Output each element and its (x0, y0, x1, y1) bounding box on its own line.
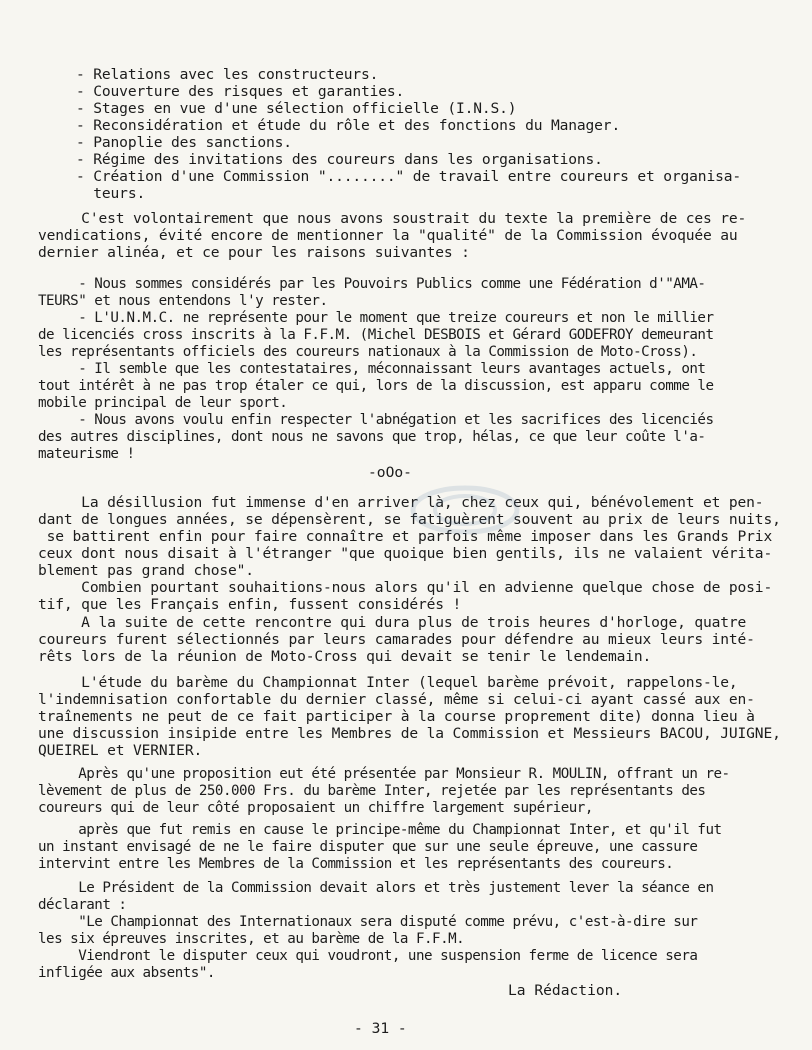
text-line: blement pas grand chose". (38, 562, 254, 579)
text-line: après que fut remis en cause le principe-même du Championnat Inter, et qu'il fut (38, 822, 722, 838)
text-line: les représentants officiels des coureurs nationaux à la Commission de Moto-Cross). (38, 344, 698, 360)
text-line: coureurs furent sélectionnés par leurs camarades pour défendre au mieux leurs inté- (38, 631, 755, 648)
text-line: mobile principal de leur sport. (38, 395, 288, 411)
text-line: dant de longues années, se dépensèrent, se fatiguèrent souvent au prix de leurs nuits, (38, 511, 781, 528)
text-line: se battirent enfin pour faire connaître et parfois même imposer dans les Grands Prix (38, 528, 773, 545)
list-item: - Panoplie des sanctions. (76, 134, 292, 151)
text-line: QUEIREL et VERNIER. (38, 742, 203, 759)
list-item: - Relations avec les constructeurs. (76, 66, 379, 83)
text-line: tif, que les Français enfin, fussent considérés ! (38, 596, 462, 613)
list-item: - Création d'une Commission "........" de travail entre coureurs et organisa- (76, 168, 741, 185)
text-line: de licenciés cross inscrits à la F.F.M. (Michel DESBOIS et Gérard GODEFROY demeurant (38, 327, 714, 343)
list-item: - Régime des invitations des coureurs dans les organisations. (76, 151, 603, 168)
text-line: - Il semble que les contestataires, méconnaissant leurs avantages actuels, ont (38, 361, 706, 377)
text-line: Combien pourtant souhaitions-nous alors qu'il en advienne quelque chose de posi- (38, 579, 773, 596)
text-line: lèvement de plus de 250.000 Frs. du barème Inter, rejetée par les représentants des (38, 783, 706, 799)
text-line: - L'U.N.M.C. ne représente pour le moment que treize coureurs et non le millier (38, 310, 714, 326)
text-line: déclarant : (38, 897, 127, 913)
text-line: intervint entre les Membres de la Commission et les représentants des coureurs. (38, 856, 674, 872)
text-line: TEURS" et nous entendons l'y rester. (38, 293, 328, 309)
text-line: traînements ne peut de ce fait participer à la course proprement dite) donna lieu à (38, 708, 755, 725)
text-line: coureurs qui de leur côté proposaient un chiffre largement supérieur, (38, 800, 593, 816)
text-line: La désillusion fut immense d'en arriver là, chez ceux qui, bénévolement et pen- (38, 494, 764, 511)
text-line: ceux dont nous disait à l'étranger "que quoique bien gentils, ils ne valaient vérita- (38, 545, 773, 562)
list-item: - Stages en vue d'une sélection officielle (I.N.S.) (76, 100, 517, 117)
text-line: vendications, évité encore de mentionner la "qualité" de la Commission évoquée au (38, 227, 738, 244)
section-separator: -oOo- (368, 464, 412, 481)
text-line: un instant envisagé de ne le faire disputer que sur une seule épreuve, une cassure (38, 839, 698, 855)
text-line: tout intérêt à ne pas trop étaler ce qui, lors de la discussion, est apparu comme le (38, 378, 714, 394)
signature: La Rédaction. (508, 982, 623, 999)
text-line: A la suite de cette rencontre qui dura plus de trois heures d'horloge, quatre (38, 614, 747, 631)
text-line: "Le Championnat des Internationaux sera disputé comme prévu, c'est-à-dire sur (38, 914, 698, 930)
text-line: l'indemnisation confortable du dernier classé, même si celui-ci ayant cassé aux en- (38, 691, 755, 708)
text-line: Après qu'une proposition eut été présentée par Monsieur R. MOULIN, offrant un re- (38, 766, 730, 782)
text-line: dernier alinéa, et ce pour les raisons suivantes : (38, 244, 470, 261)
page-number: - 31 - (354, 1020, 407, 1037)
watermark-logo (400, 480, 530, 540)
text-line: Le Président de la Commission devait alors et très justement lever la séance en (38, 880, 714, 896)
text-line: une discussion insipide entre les Membres de la Commission et Messieurs BACOU, JUIGNE, (38, 725, 781, 742)
list-item: teurs. (76, 185, 146, 202)
text-line: infligée aux absents". (38, 965, 215, 981)
text-line: - Nous avons voulu enfin respecter l'abnégation et les sacrifices des licenciés (38, 412, 714, 428)
text-line: les six épreuves inscrites, et au barème de la F.F.M. (38, 931, 465, 947)
text-line: Viendront le disputer ceux qui voudront, une suspension ferme de licence sera (38, 948, 698, 964)
text-line: rêts lors de la réunion de Moto-Cross qui devait se tenir le lendemain. (38, 648, 652, 665)
text-line: C'est volontairement que nous avons soustrait du texte la première de ces re- (38, 210, 747, 227)
text-line: - Nous sommes considérés par les Pouvoirs Publics comme une Fédération d'"AMA- (38, 276, 706, 292)
text-line: L'étude du barème du Championnat Inter (lequel barème prévoit, rappelons-le, (38, 674, 738, 691)
text-line: des autres disciplines, dont nous ne savons que trop, hélas, ce que leur coûte l'a- (38, 429, 706, 445)
list-item: - Couverture des risques et garanties. (76, 83, 405, 100)
list-item: - Reconsidération et étude du rôle et des fonctions du Manager. (76, 117, 621, 134)
text-line: mateurisme ! (38, 446, 135, 462)
